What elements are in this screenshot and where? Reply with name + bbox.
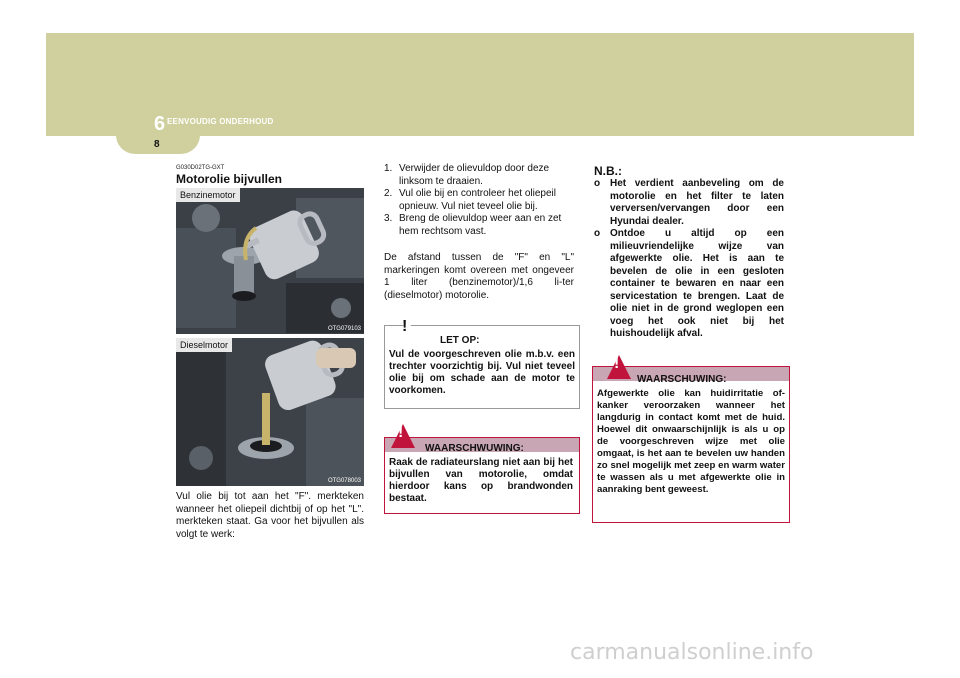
step-text: Breng de olievuldop weer aan en zet hem rechtsom vast. (399, 213, 562, 237)
nb-item-text: Ontdoe u altijd op een milieuvriendelijke wijze van afgewerkte olie. Het is aan te bevelen de olie in een gesloten container te bewaren en naar een servicestation te brengen. Laat de olie niet in de grond weglopen een voeg het ook niet bij het huishoudelijk afval. (610, 228, 784, 339)
photo-label-diesel: Dieselmotor (176, 338, 232, 352)
photo-diesel-engine (176, 338, 364, 486)
step-number: 3. (384, 213, 393, 224)
photo-label-petrol: Benzinemotor (176, 188, 240, 202)
steps-list (384, 163, 574, 238)
step-number: 2. (384, 188, 393, 199)
warning-skin-box (592, 355, 790, 523)
nb-list (594, 178, 784, 341)
warning-radiator-text: Raak de radiateurslang niet aan bij het bijvullen van motorolie, omdat hierdoor kans op brandwonden bestaat. (389, 457, 573, 504)
caution-text: Vul de voorgeschreven olie m.b.v. een trechter voorzichtig bij. Vul niet teveel olie bij om schade aan de motor te voorkomen. (389, 349, 575, 396)
oil-volume-paragraph: De afstand tussen de "F" en "L" markeringen komt overeen met ongeveer 1 liter (benzinemotor)/1,6 li-ter (dieselmotor) motorolie. (384, 252, 574, 301)
list-item (594, 228, 784, 341)
fill-instructions-paragraph: Vul olie bij tot aan het "F". merkteken wanneer het oliepeil dichtbij of op het "L". merkteken staat. Ga voor het bijvullen als volgt te werk: (176, 491, 364, 540)
diesel-engine-illustration (176, 338, 364, 486)
list-item (384, 163, 574, 188)
watermark: carmanualsonline.info (570, 640, 814, 665)
photo-code-diesel: OTG078003 (327, 478, 361, 484)
caution-box (384, 318, 580, 409)
step-text: Verwijder de olievuldop door deze linksom te draaien. (399, 163, 550, 187)
chapter-title: EENVOUDIG ONDERHOUD (167, 117, 274, 126)
photo-code-petrol: OTG079103 (327, 326, 361, 332)
section-title: Motorolie bijvullen (176, 172, 283, 186)
warning-radiator-box (384, 424, 580, 514)
bullet: o (594, 178, 601, 189)
warning-radiator-title: WAARSCHWUWING: (425, 443, 524, 454)
photo-petrol-engine (176, 188, 364, 334)
exclamation-icon: ! (614, 355, 620, 372)
warning-skin-text: Afgewerkte olie kan huidirritatie of-kanker veroorzaken wanneer het langdurig in contact komt met de huid. Hoewel dit onwaarschijnlijk is als u op de voorgeschreven wijze met olie omgaat, is het aan te bevelen uw handen zo snel mogelijk met zeep en warm water te wassen als u met afgewerkte olie in aanraking bent geweest. (597, 388, 785, 495)
exclamation-icon: ! (398, 424, 404, 441)
petrol-engine-illustration (176, 188, 364, 334)
caution-title: LET OP: (440, 335, 480, 346)
page-number: 8 (154, 139, 160, 150)
step-number: 1. (384, 163, 393, 174)
exclamation-icon: ! (402, 318, 408, 335)
nb-item-text: Het verdient aanbeveling om de motorolie en het filter te laten verversen/vervangen door een Hyundai dealer. (610, 178, 784, 227)
bullet: o (594, 228, 601, 239)
list-item (594, 178, 784, 228)
list-item (384, 188, 574, 213)
list-item (384, 213, 574, 238)
nb-title: N.B.: (594, 164, 622, 178)
section-code: G030D02TG-GXT (176, 165, 225, 171)
warning-skin-title: WAARSCHUWING: (637, 374, 727, 385)
step-text: Vul olie bij en controleer het oliepeil opnieuw. Vul niet teveel olie bij. (399, 188, 556, 212)
chapter-number: 6 (154, 113, 166, 135)
